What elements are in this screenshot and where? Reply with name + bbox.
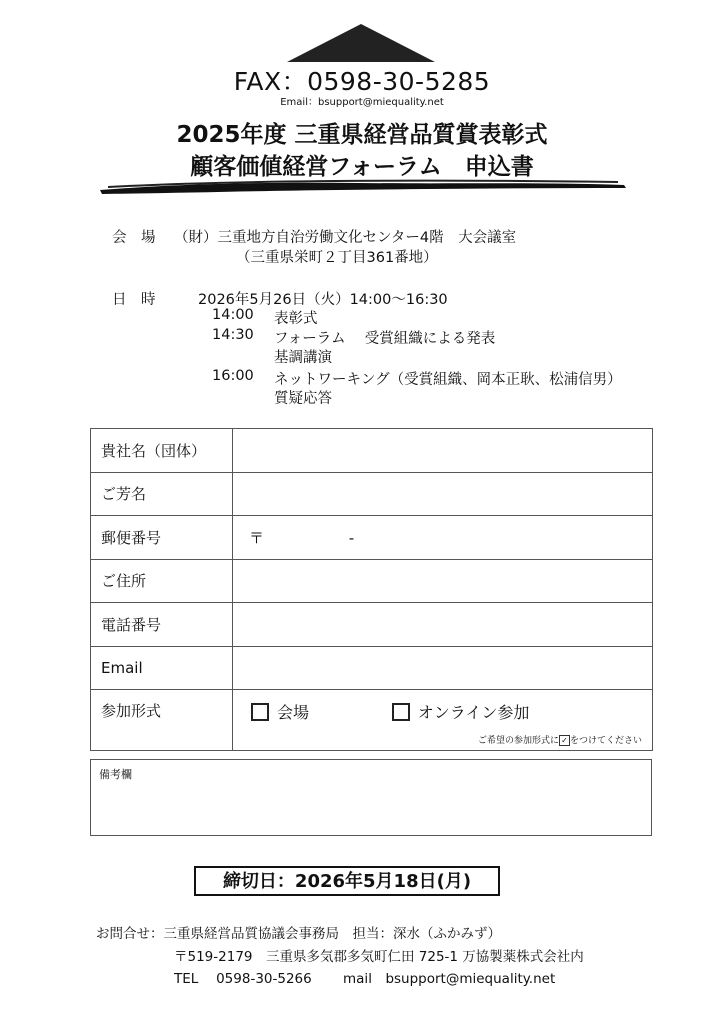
- contact-line-1: お問合せ：三重県経営品質協議会事務局 担当：深水（ふかみず）: [96, 926, 501, 942]
- venue-label: 会 場: [112, 230, 156, 246]
- deadline-box: 締切日：2026年5月18日(月): [194, 866, 500, 896]
- form-row-email: [91, 646, 653, 690]
- name-label: ご芳名: [91, 472, 233, 516]
- schedule-text-2: フォーラム 受賞組織による発表: [274, 331, 496, 347]
- event-date: 2026年5月26日（火）14:00～16:30: [198, 292, 448, 308]
- fax-number: FAX：0598-30-5285: [233, 67, 491, 96]
- schedule-time-2: 14:30: [212, 327, 254, 343]
- application-form: [90, 428, 653, 751]
- header-email: Email：bsupport@miequality.net: [280, 97, 444, 108]
- remarks-box[interactable]: [90, 759, 652, 836]
- phone-field[interactable]: [233, 603, 653, 647]
- venue-line-1: （財）三重地方自治労働文化センター4階 大会議室: [174, 230, 517, 246]
- option-venue-label: 会場: [277, 703, 310, 722]
- header-triangle: [287, 24, 435, 62]
- option-online[interactable]: [392, 700, 530, 723]
- address-field[interactable]: [233, 559, 653, 603]
- email-field[interactable]: [233, 646, 653, 690]
- check-mark-icon: ✓: [559, 735, 570, 746]
- form-row-attendance: [91, 690, 653, 751]
- note-suffix: をつけてください: [569, 736, 642, 746]
- venue-line-2: （三重県栄町２丁目361番地）: [236, 250, 438, 266]
- schedule-time-1: 14:00: [212, 307, 254, 323]
- title-line-1: 2025年度 三重県経営品質賞表彰式: [176, 122, 548, 148]
- online-checkbox[interactable]: [392, 703, 410, 721]
- schedule-time-4: 16:00: [212, 368, 254, 384]
- attendance-label: 参加形式: [91, 690, 233, 751]
- form-row-name: [91, 472, 653, 516]
- form-row-company: [91, 429, 653, 473]
- contact-line-2: 〒519-2179 三重県多気郡多気町仁田 725-1 万協製薬株式会社内: [174, 949, 584, 965]
- form-row-address: [91, 559, 653, 603]
- attendance-note: [478, 733, 642, 746]
- remarks-label: 備考欄: [99, 768, 132, 781]
- brush-underline: [98, 178, 628, 196]
- note-prefix: ご希望の参加形式に: [477, 736, 559, 746]
- email-label: Email: [91, 646, 233, 690]
- postal-label: 郵便番号: [91, 516, 233, 560]
- company-label: 貴社名（団体）: [91, 429, 233, 473]
- option-venue[interactable]: [251, 700, 309, 723]
- company-field[interactable]: [233, 429, 653, 473]
- postal-mark: 〒: [249, 528, 265, 547]
- schedule-text-3: 基調講演: [274, 350, 332, 366]
- schedule-text-4: ネットワーキング（受賞組織、岡本正耿、松浦信男）: [274, 372, 622, 388]
- venue-checkbox[interactable]: [251, 703, 269, 721]
- name-field[interactable]: [233, 472, 653, 516]
- option-online-label: オンライン参加: [417, 703, 530, 722]
- datetime-label: 日 時: [112, 292, 156, 308]
- title-line-2: 顧客価値経営フォーラム 申込書: [190, 154, 534, 180]
- attendance-field: [233, 690, 653, 751]
- contact-line-3: TEL 0598-30-5266 mail bsupport@miequality.net: [174, 971, 556, 987]
- schedule-text-1: 表彰式: [274, 311, 318, 327]
- form-row-phone: [91, 603, 653, 647]
- address-label: ご住所: [91, 559, 233, 603]
- postal-field[interactable]: [233, 516, 653, 560]
- postal-dash: -: [348, 528, 355, 547]
- schedule-text-5: 質疑応答: [274, 391, 332, 407]
- form-row-postal: [91, 516, 653, 560]
- phone-label: 電話番号: [91, 603, 233, 647]
